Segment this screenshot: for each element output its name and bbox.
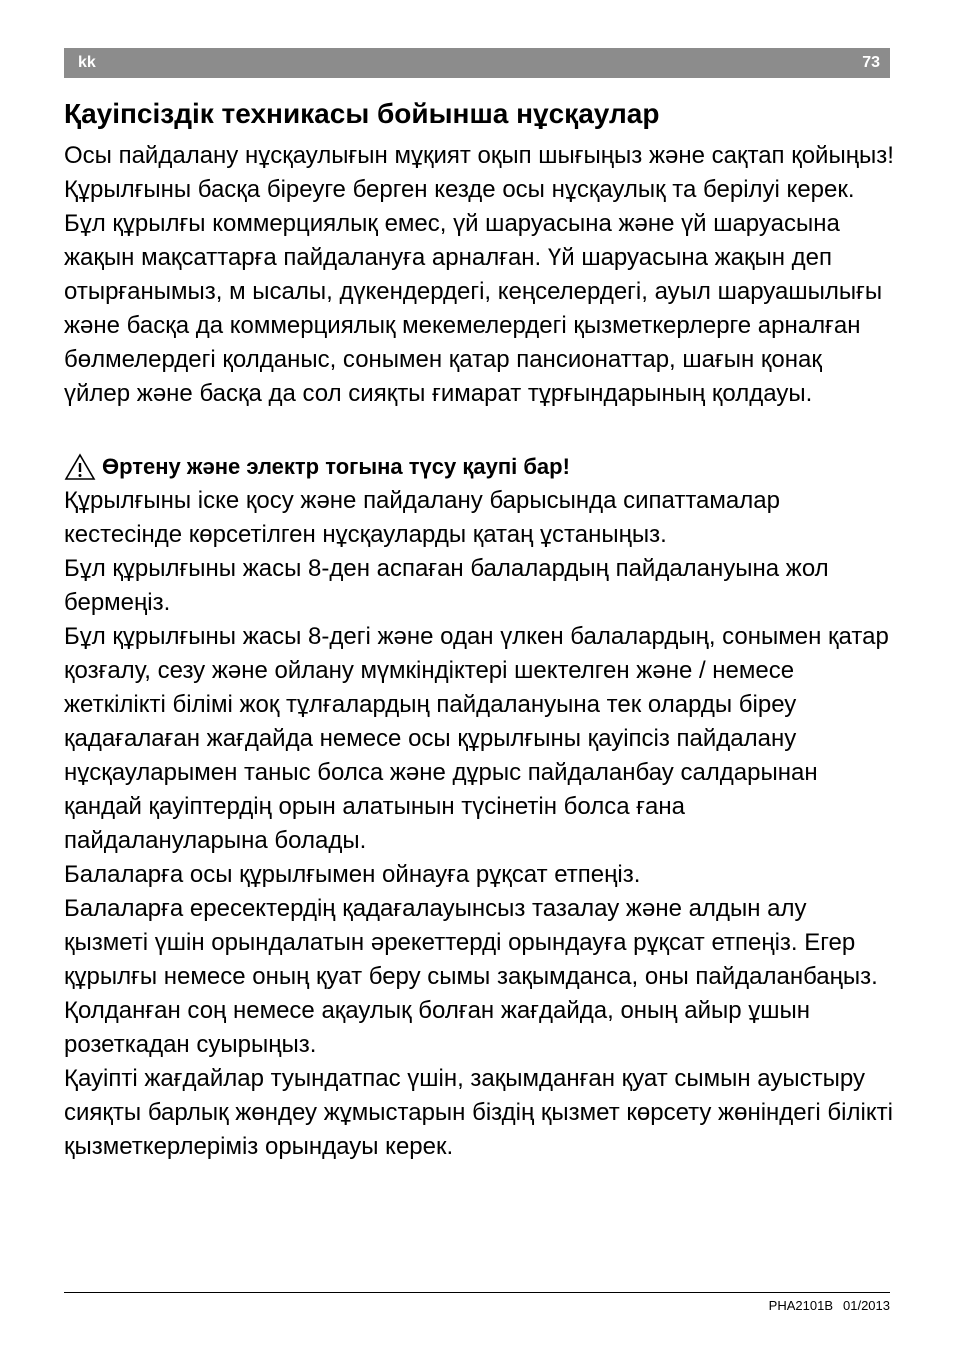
warning-paragraph-4: Балаларға осы құрылғымен ойнауға рұқсат етпеңіз. bbox=[64, 861, 641, 888]
warning-title: Өртену және электр тогына түсу қаупі бар! bbox=[102, 454, 570, 479]
warning-paragraph-7: Қауіпті жағдайлар туындатпас үшін, зақымданған қуат сымын ауыстыру сияқты барлық жөндеу жұмыстарын біздің қызмет көрсету жөніндегі білікті қызметкерлеріміз орындауы керек. bbox=[64, 1065, 893, 1160]
warning-paragraph-3: Бұл құрылғыны жасы 8-дегі және одан үлкен балалардың, сонымен қатар қозғалу, сезу және ойлану мүмкіндіктері шектелген және / немесе жеткілікті білімі жоқ тұлғалардың пайдалануына тек оларды біреу қадағалаған жағдайда немесе осы құрылғыны қауіпсіз пайдалану нұсқауларымен таныс болса және дұрыс пайдаланбау салдарынан қандай қауіптердің орын алатынын түсінетін болса ғана пайдалануларына болады. bbox=[64, 623, 889, 854]
intro-paragraph-1: Осы пайдалану нұсқаулығын мұқият оқып шығыңыз және сақтап қойыңыз! Құрылғыны басқа біреуге берген кезде осы нұсқаулық та берілуі керек. bbox=[64, 142, 894, 203]
warning-triangle-icon bbox=[64, 453, 96, 481]
page-footer bbox=[769, 1298, 890, 1313]
intro-paragraph-2: Бұл құрылғы коммерциялық емес, үй шаруасына және үй шаруасына жақын мақсаттарға пайдалануға арналған. Үй шаруасына жақын деп отырғанымыз, м ысалы, дүкендердегі, кеңселердегі, ауыл шаруашылығы және басқа да коммерциялық мекемелердегі қызметкерлерге арналған бөлмелердегі қолданыс, сонымен қатар пансионаттар, шағын қонақ үйлер және басқа да сол сияқты ғимарат тұрғындарының қолдауы. bbox=[64, 210, 883, 407]
warning-paragraph-1: Құрылғыны іске қосу және пайдалану барысында сипаттамалар кестесінде көрсетілген нұсқауларды қатаң ұстаныңыз. bbox=[64, 487, 780, 548]
warning-paragraph-6: Қолданған соң немесе ақаулық болған жағдайда, оның айыр ұшын розеткадан суырыңыз. bbox=[64, 997, 811, 1058]
footer-divider bbox=[64, 1292, 890, 1293]
page-number: 73 bbox=[862, 54, 880, 71]
warning-heading bbox=[64, 450, 894, 484]
publication-date: 01/2013 bbox=[843, 1298, 890, 1313]
page-title: Қауіпсіздік техникасы бойынша нұсқаулар bbox=[64, 98, 660, 129]
page-content bbox=[64, 96, 894, 1164]
warning-paragraph-5: Балаларға ересектердің қадағалауынсыз тазалау және алдын алу қызметі үшін орындалатын әрекеттерді орындауға рұқсат етпеңіз. Егер құрылғы немесе оның қуат беру сымы зақымданса, оны пайдаланбаңыз. bbox=[64, 895, 878, 990]
model-number: PHA2101B bbox=[768, 1298, 833, 1313]
language-code: kk bbox=[78, 54, 96, 71]
page-header bbox=[64, 48, 890, 78]
warning-paragraph-2: Бұл құрылғыны жасы 8-ден аспаған балалардың пайдалануына жол бермеңіз. bbox=[64, 555, 829, 616]
